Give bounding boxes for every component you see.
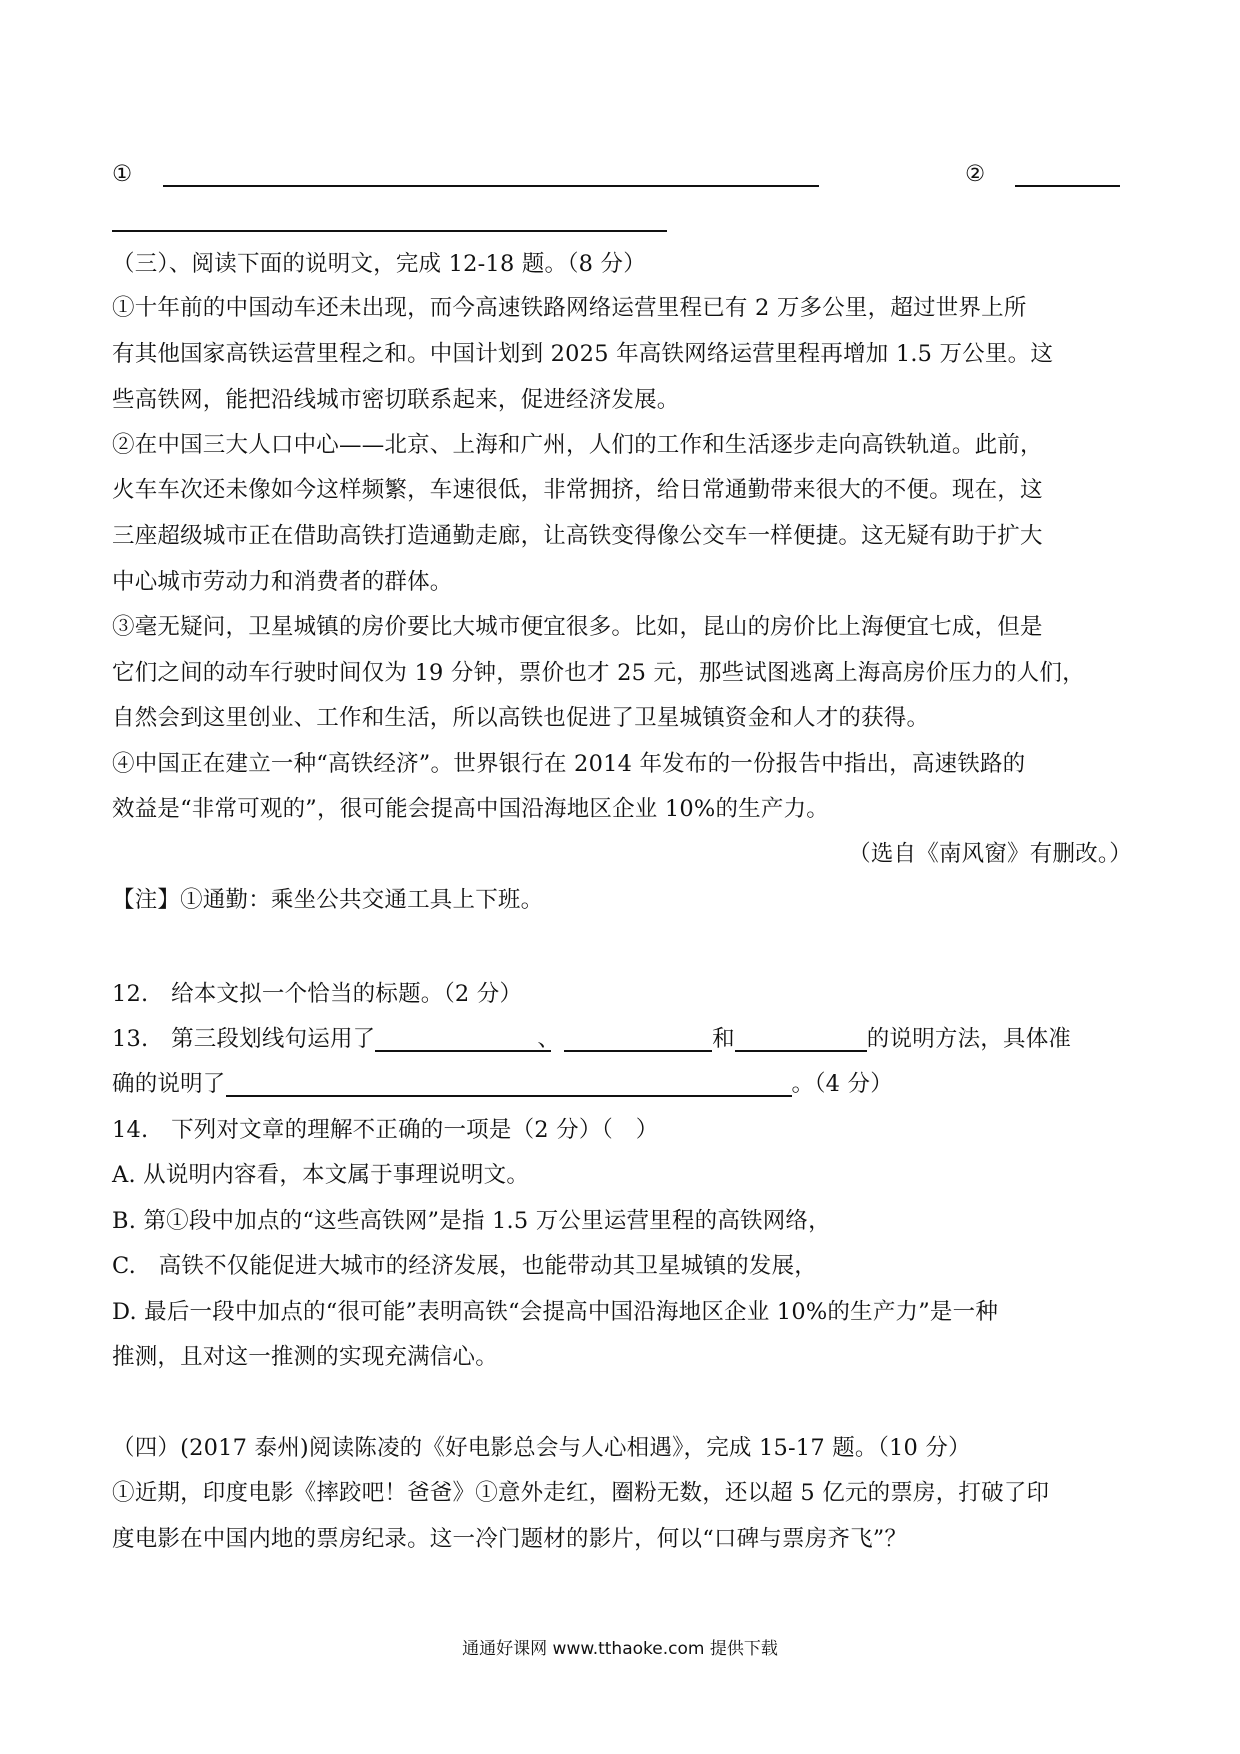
- section3-heading: （三）、阅读下面的说明文，完成 12-18 题。（8 分）: [112, 251, 646, 277]
- section3-line-8: ③毫无疑问，卫星城镇的房价要比大城市便宜很多。比如，昆山的房价比上海便宜七成，但是: [112, 614, 1043, 640]
- section3-line-9: 它们之间的动车行驶时间仅为 19 分钟，票价也才 25 元，那些试图逃离上海高房价压力的人们，: [112, 660, 1085, 686]
- section3-line-5: 火车车次还未像如今这样频繁，车速很低，非常拥挤，给日常通勤带来很大的不便。现在，这: [112, 477, 1043, 503]
- option-c: C. 高铁不仅能促进大城市的经济发展，也能带动其卫星城镇的发展，: [112, 1253, 817, 1279]
- question-13: [112, 1023, 1132, 1055]
- question-13-text-c: 确的说明了: [112, 1071, 226, 1097]
- section3-line-1: ①十年前的中国动车还未出现，而今高速铁路网络运营里程已有 2 万多公里，超过世界上所: [112, 295, 1027, 321]
- q13-separator-2: 和: [712, 1026, 735, 1052]
- question-14: 14. 下列对文章的理解不正确的一项是（2 分）（ ）: [112, 1117, 659, 1143]
- option-a: A. 从说明内容看，本文属于事理说明文。: [112, 1162, 530, 1188]
- section3-line-10: 自然会到这里创业、工作和生活，所以高铁也促进了卫星城镇资金和人才的获得。: [112, 705, 930, 731]
- annotation-note: 【注】①通勤：乘坐公共交通工具上下班。: [112, 887, 544, 913]
- question-13-text-a: 13. 第三段划线句运用了: [112, 1026, 376, 1052]
- section4-heading: （四）(2017 泰州)阅读陈凌的《好电影总会与人心相遇》，完成 15-17 题。（10 分）: [112, 1435, 971, 1461]
- section4-line-2: 度电影在中国内地的票房纪录。这一冷门题材的影片，何以“口碑与票房齐飞”？: [112, 1526, 908, 1552]
- section4-line-1: ①近期，印度电影《摔跤吧！爸爸》①意外走红，圈粉无数，还以超 5 亿元的票房，打破了印: [112, 1480, 1050, 1506]
- section3-line-7: 中心城市劳动力和消费者的群体。: [112, 569, 453, 595]
- answer-line-2: [1015, 185, 1120, 187]
- question-13-text-d: 。（4 分）: [791, 1071, 893, 1097]
- q13-blank-4[interactable]: [226, 1071, 792, 1097]
- question-12: 12. 给本文拟一个恰当的标题。（2 分）: [112, 981, 523, 1007]
- question-13-cont: [112, 1068, 1132, 1100]
- q13-blank-2[interactable]: [564, 1026, 712, 1052]
- q13-blank-1[interactable]: [375, 1026, 551, 1052]
- blank-mark-2: ②: [965, 161, 986, 187]
- option-d-line-2: 推测，且对这一推测的实现充满信心。: [112, 1344, 498, 1370]
- option-d-line-1: D. 最后一段中加点的“很可能”表明高铁“会提高中国沿海地区企业 10%的生产力”是一种: [112, 1299, 999, 1325]
- section3-line-12: 效益是“非常可观的”，很可能会提高中国沿海地区企业 10%的生产力。: [112, 796, 829, 822]
- question-13-text-b: 的说明方法，具体准: [866, 1026, 1072, 1052]
- answer-line-1: [163, 185, 819, 187]
- section3-line-2: 有其他国家高铁运营里程之和。中国计划到 2025 年高铁网络运营里程再增加 1.5 万公里。这: [112, 341, 1054, 367]
- section3-line-6: 三座超级城市正在借助高铁打造通勤走廊，让高铁变得像公交车一样便捷。这无疑有助于扩大: [112, 523, 1043, 549]
- section3-line-4: ②在中国三大人口中心——北京、上海和广州，人们的工作和生活逐步走向高铁轨道。此前，: [112, 432, 1043, 458]
- q13-blank-3[interactable]: [735, 1026, 867, 1052]
- answer-line-3: [112, 230, 667, 232]
- option-b: B. 第①段中加点的“这些高铁网”是指 1.5 万公里运营里程的高铁网络，: [112, 1208, 831, 1234]
- source-citation: （选自《南风窗》有删改。）: [848, 841, 1132, 867]
- page-footer: 通通好课网 www.tthaoke.com 提供下载: [462, 1639, 778, 1659]
- section3-line-11: ④中国正在建立一种“高铁经济”。世界银行在 2014 年发布的一份报告中指出，高速铁路的: [112, 751, 1026, 777]
- section3-line-3: 些高铁网，能把沿线城市密切联系起来，促进经济发展。: [112, 387, 680, 413]
- blank-mark-1: ①: [112, 161, 133, 187]
- q13-separator-1: 、: [537, 1026, 561, 1052]
